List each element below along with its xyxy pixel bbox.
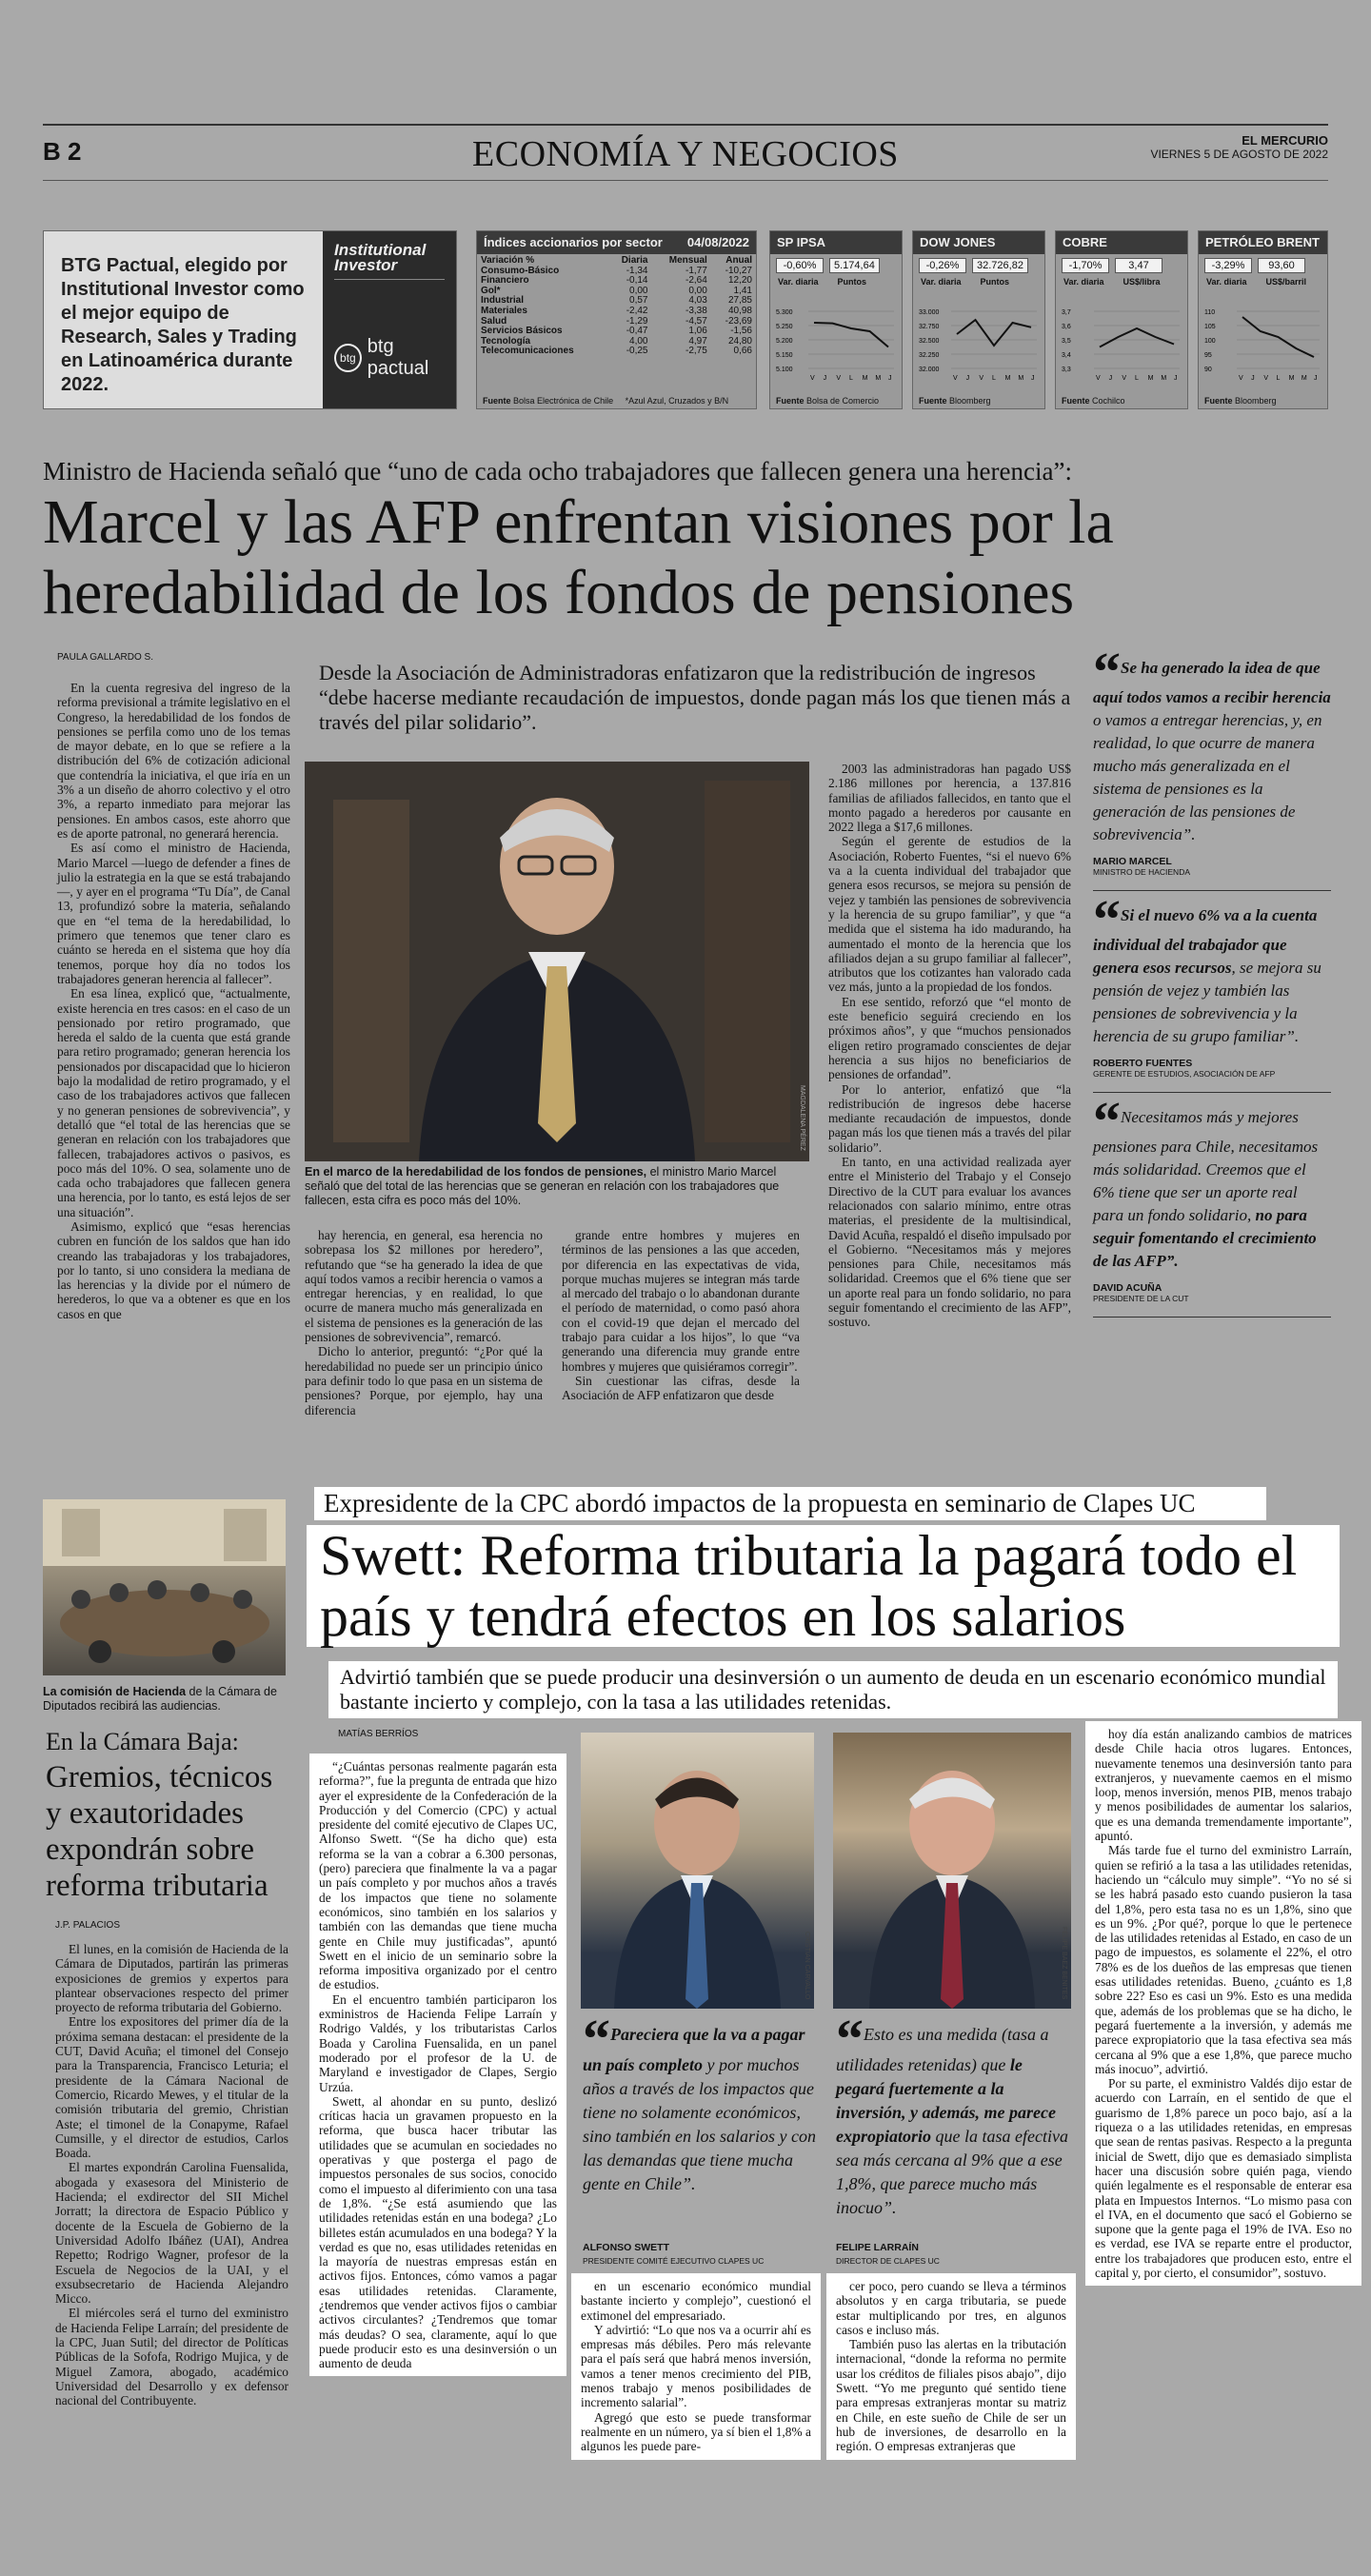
market-labels xyxy=(770,277,902,287)
table-cell: Tecnología xyxy=(481,335,531,347)
table-cell: 0,00 xyxy=(629,285,648,296)
paragraph: “¿Cuántas personas realmente pagarán esta reforma?”, fue la pregunta de entrada que hizo ayer el expresidente de la Confederación de la Producción y del Comercio (CPC) y actual presidente del comité ejecutivo de Clapes UC, Alfonso Swett. “(Se ha dicho que) esta reforma se la van a cobrar a 6.300 personas, (pero) pareciera que finalmente la va a pagar un país completo y por muchos años a través de los impactos que tiene no solamente económicos, sino también en los salarios y también con las demandas que tiene mucha gente en Chile muy justificadas”, apuntó Swett en el inicio de un seminario sobre la reforma impositiva organizado por el centro de estudios. xyxy=(319,1759,557,1992)
y-tick-label: 100 xyxy=(1204,338,1216,345)
column-header: Mensual xyxy=(668,255,707,266)
market-source xyxy=(776,396,879,406)
article2-byline: J.P. PALACIOS xyxy=(55,1920,120,1931)
caption-bold: En el marco de la heredabilidad de los fondos de pensiones, xyxy=(305,1165,647,1179)
series-line xyxy=(957,320,1031,346)
paragraph: En el encuentro también participaron los exministros de Hacienda Felipe Larraín y Rodrigo Valdés, y los tributaristas Carlos Boada y Carolina Fuensalida, en un panel moderado por el profesor de la U. de Maryland e investigador de Clapes, Sergio Urzúa. xyxy=(319,1991,557,2094)
table-cell: -0,14 xyxy=(626,275,648,287)
article3-column-1 xyxy=(309,1754,566,2376)
article1-deck: Desde la Asociación de Administradoras enfatizaron que la redistribución de ingresos “debe hacerse mediante recaudación de impuestos, donde pagan más los que tienen más a través del pilar solidario”. xyxy=(319,661,1071,734)
article1-headline: Marcel y las AFP enfrentan visiones por la heredabilidad de los fondos de pensiones xyxy=(43,487,1114,627)
larrain-quote-pre: Esto es una medida (tasa a utilidades retenidas) que xyxy=(836,2025,1049,2074)
table-cell: -1,29 xyxy=(626,315,648,327)
market-values xyxy=(1199,254,1327,277)
article1-kicker: Ministro de Hacienda señaló que “uno de cada ocho trabajadores que fallecen genera una herencia”: xyxy=(43,457,1072,485)
larrain-photo-credit: FELIPE BAEZ BENITES xyxy=(1061,1926,1067,1999)
indices-table-header xyxy=(477,256,756,267)
x-tick-label: M xyxy=(862,375,868,382)
table-cell: -1,34 xyxy=(626,265,648,276)
y-tick-label: 110 xyxy=(1204,309,1216,316)
source-label: Fuente xyxy=(1062,396,1090,406)
x-tick-label: V xyxy=(810,375,815,382)
y-tick-label: 5.150 xyxy=(776,352,793,359)
marcel-caption xyxy=(305,1165,809,1208)
larrain-photo xyxy=(833,1733,1071,2009)
ad-text: BTG Pactual, elegido por Institutional Investor como el mejor equipo de Research, Sales y Trading en Latinoamérica durante 2022. xyxy=(61,255,305,395)
swett-figure xyxy=(581,1733,814,2009)
table-cell: Financiero xyxy=(481,275,529,287)
indices-table-body xyxy=(477,267,756,357)
daily-change: -0,60% xyxy=(776,258,824,273)
y-tick-label: 5.250 xyxy=(776,324,793,330)
table-cell: 1,06 xyxy=(688,326,707,337)
paragraph: Sin cuestionar las cifras, desde la Asociación de AFP enfatizaron que desde xyxy=(562,1373,800,1403)
caption-text: el ministro Mario Marcel señaló que del total de las herencias que se generan en relación con los trabajadores que fallecen, esta cifra es poco más del 10%. xyxy=(305,1165,780,1207)
series-line xyxy=(1100,328,1174,347)
x-tick-label: M xyxy=(1018,375,1024,382)
paragraph: El martes expondrán Carolina Fuensalida, abogada y exasesora del Ministerio de Hacienda; el exdirector del SII Michel Jorratt; la directora de Espacio Público y docente de la Escuela de Gobierno de la Universidad Adolfo Ibáñez (UAI), Andrea Repetto; Rodrigo Wagner, profesor de la Escuela de Negocios de la UAI, y el exsubsecretario de Hacienda Alejandro Micco. xyxy=(55,2160,288,2307)
market-title: SP IPSA xyxy=(770,231,902,254)
mini-line-chart xyxy=(917,307,1041,384)
page-number: B 2 xyxy=(43,137,82,166)
indices-header xyxy=(477,231,756,254)
ad-brand-panel xyxy=(323,231,456,408)
article1-quotes xyxy=(1093,641,1331,1331)
caption2-text: de la Cámara de Diputados recibirá las audiencias. xyxy=(43,1685,277,1713)
paragraph: Es así como el ministro de Hacienda, Mario Marcel —luego de defender a fines de julio la estrategia en la que se está trabajando—, y ayer en el programa “Tu Día”, de Canal 13, profundizó sobre la materia, señalando que en “el tema de la heredabilidad, lo primero que tenemos que tener claro es cuánto se hereda en el sistema que hoy día tenemos, porque hoy día no todos los trabajadores generan herencia al fallecer”. xyxy=(57,841,290,986)
market-source xyxy=(1062,396,1125,406)
table-cell: -2,64 xyxy=(686,275,707,287)
market-values xyxy=(913,254,1044,277)
market-title: COBRE xyxy=(1056,231,1187,254)
quote-bold: Si el nuevo 6% va a la cuenta individual del trabajador que genera esos recursos xyxy=(1093,906,1318,977)
commission-caption xyxy=(43,1685,286,1714)
mini-line-chart xyxy=(774,307,898,384)
issue-date: VIERNES 5 DE AGOSTO DE 2022 xyxy=(1150,148,1328,161)
market-labels xyxy=(1056,277,1187,287)
paragraph: cer poco, pero cuando se lleva a términos absolutos y en carga tributaria, se puede estar multiplicando por tres, en algunos casos e incluso más. xyxy=(836,2279,1066,2337)
table-row xyxy=(477,307,756,317)
y-tick-label: 32.750 xyxy=(919,324,940,330)
y-tick-label: 3,3 xyxy=(1062,367,1071,373)
y-tick-label: 33.000 xyxy=(919,309,940,316)
larrain-quote-text: que la tasa efectiva sea más cercana al 9% que a ese 1,8%, que parece mucho más inocuo”. xyxy=(836,2127,1068,2217)
x-tick-label: V xyxy=(1122,375,1127,382)
y-tick-label: 3,4 xyxy=(1062,352,1071,359)
unit-label: Puntos xyxy=(837,277,867,287)
swett-name: ALFONSO SWETT xyxy=(583,2242,669,2253)
paragraph: Más tarde fue el turno del exministro Larraín, quien se refirió a la tasa a las utilidades retenidas, haciendo un “cálculo muy simple”. “Yo no sé si se les habrá pasado esto cuando pusieron la tasa del 1,8%, pero esta tasa no es un 1,8%, sino que es un 9%. ¿Por qué?, porque lo que le pertenece de las utilidades retenidas al Estado, en caso de un pago de impuestos, es solamente el 22%, el otro 78% es de los dueños de las empresas que tienen esas utilidades retenidas. Bueno, ¿cuánto es 1,8 sobre 22? Eso es casi un 9%. Esto es una medida que, además de los problemas que se ha dicho, le pegará fuertemente a la inversión, y además me parece expropiatorio que la tasa efectiva sea más cercana al 9% que a ese 1,8%, que parece mucho más inocuo”, advirtió. xyxy=(1095,1843,1352,2076)
brent-box xyxy=(1198,230,1328,409)
x-tick-label: V xyxy=(979,375,984,382)
table-cell: -2,42 xyxy=(626,305,648,316)
btg-circle-icon: btg xyxy=(334,344,362,372)
mini-line-chart xyxy=(1202,307,1323,384)
paragraph: En esa línea, explicó que, “actualmente, existe herencia en tres casos: en el caso de un pensionado por retiro programado, que hereda el saldo de la cuenta que está grande para retiro programado; generan herencia los pensionados por discapacidad que lo hicieron bajo la modalidad de retiro programado, y el caso de los trabajadores activos que fallecen y no generan pensiones de sobrevivencia”, y detalló que “el total de las herencias que se generan en relación con los trabajadores que fallecen, trabajadores activos o pasivos, es poco más del 10%. O sea, solamente uno de cada ocho trabajadores que fallecen genera una herencia, por lo tanto, es está lejos de ser una situación”. xyxy=(57,986,290,1219)
source-text: Bolsa de Comercio xyxy=(806,396,880,406)
column-header: Anual xyxy=(725,255,752,266)
article1-column-4 xyxy=(828,762,1071,1330)
article2-kicker: En la Cámara Baja: xyxy=(46,1728,239,1755)
table-cell: 4,00 xyxy=(629,335,648,347)
x-tick-label: L xyxy=(992,375,996,382)
quote-bold-end: no para seguir fomentando el crecimiento de las AFP”. xyxy=(1093,1206,1317,1270)
table-cell: -0,47 xyxy=(626,326,648,337)
paragraph: El lunes, en la comisión de Hacienda de la Cámara de Diputados, partirán las primeras exposiciones de gremios y expertos para plantear observaciones respecto del primer proyecto de reforma tributaria del Gobierno. xyxy=(55,1942,288,2015)
swett-photo xyxy=(581,1733,814,2009)
x-tick-label: J xyxy=(965,375,970,382)
article3-column-4 xyxy=(1085,1721,1361,2286)
y-tick-label: 5.300 xyxy=(776,309,793,316)
table-cell: 12,20 xyxy=(727,275,752,287)
y-tick-label: 5.200 xyxy=(776,338,793,345)
marcel-photo xyxy=(305,762,809,1161)
quote-author: DAVID ACUÑA xyxy=(1093,1282,1162,1294)
source-text: Cochilco xyxy=(1092,396,1125,406)
paragraph: grande entre hombres y mujeres en términos de las pensiones a las que acceden, por diferencia en las expectativas de vida, porque muchas mujeres se integran más tarde al mercado del trabajo o lo abandonan durante el período de maternidad, o como pasó ahora con el covid-19 que dejan el mercado del trabajo para cuidar a los hijos”, lo que “va generando una diferencia muy grande entre hombres y mujeres que quisiéramos corregir”. xyxy=(562,1228,800,1374)
table-cell: -2,75 xyxy=(686,346,707,357)
quote-mark-icon: “ xyxy=(1093,641,1121,703)
x-tick-label: J xyxy=(823,375,827,382)
larrain-figure xyxy=(833,1733,1071,2009)
pull-quote xyxy=(1093,1090,1331,1273)
table-cell: Gol* xyxy=(481,285,501,296)
current-value: 3,47 xyxy=(1115,258,1162,273)
market-source xyxy=(919,396,991,406)
x-tick-label: M xyxy=(1004,375,1011,382)
daily-change-label: Var. diaria xyxy=(1063,277,1104,287)
x-tick-label: J xyxy=(888,375,892,382)
paragraph: hoy día están analizando cambios de matrices desde Chile hacia otros lugares. Entonces, nuevamente tenemos una desinversión tanto para extranjeros, y nuevamente caemos en el mismo loop, menos inversión, menos PIB, menos trabajo y menos posibilidades de aumentar los salarios, que es una demanda tremendamente importante”, apuntó. xyxy=(1095,1727,1352,1844)
x-tick-label: V xyxy=(1239,375,1243,382)
mini-line-chart xyxy=(1060,307,1183,384)
table-cell: -10,27 xyxy=(725,265,752,276)
x-tick-label: M xyxy=(875,375,882,382)
y-tick-label: 95 xyxy=(1204,352,1212,359)
section-title: ECONOMÍA Y NEGOCIOS xyxy=(472,134,899,174)
table-cell: 0,57 xyxy=(629,295,648,307)
article3-kicker: Expresidente de la CPC abordó impactos de la propuesta en seminario de Clapes UC xyxy=(314,1487,1266,1520)
table-cell: 4,97 xyxy=(688,335,707,347)
swett-photo-credit: CRISTIAN CARVALLO xyxy=(804,1931,810,1999)
paragraph: Por lo anterior, enfatizó que “la redistribución de ingresos debe hacerse mediante recaudación de impuestos, donde pagan más los que tienen más a través del pilar solidario”. xyxy=(828,1081,1071,1155)
daily-change-label: Var. diaria xyxy=(1206,277,1247,287)
paragraph: Por su parte, el exministro Valdés dijo estar de acuerdo con Larraín, en el sentido de que el guarismo de 1,8% parece un poco bajo, así a la riqueza o a las utilidades retenidas, en empresas que sean de rentas pasivas. Respecto a la pregunta inicial de Swett, dijo que es demasiado simplista hacer una discusión sobre quién paga, viendo quién legalmente es el responsable de enterar esa plata en Impuestos Internos. “Lo mismo pasa con el IVA, en el documento que sacó el Gobierno se supone que la gente paga el 19% de IVA. Eso no es verdad, ese IVA se reparte entre el productor, entre los trabajadores que producen esto, entre el capital y, por cierto, el consumidor”, sostuvo. xyxy=(1095,2076,1352,2280)
x-tick-label: J xyxy=(1108,375,1113,382)
btg-logo xyxy=(334,336,456,380)
series-line xyxy=(814,323,888,347)
current-value: 93,60 xyxy=(1258,258,1305,273)
article1-column-3 xyxy=(562,1228,800,1403)
indices-date: 04/08/2022 xyxy=(686,235,749,249)
source-text: Bolsa Electrónica de Chile xyxy=(513,396,614,406)
article3-headline: Swett: Reforma tributaria la pagará todo el país y tendrá efectos en los salarios xyxy=(307,1525,1340,1647)
market-labels xyxy=(1199,277,1327,287)
article1-column-2 xyxy=(305,1228,543,1417)
column-header: Variación % xyxy=(481,255,535,266)
table-cell: -1,77 xyxy=(686,265,707,276)
quote-mark-icon: “ xyxy=(1093,888,1121,950)
indices-table xyxy=(477,256,756,357)
paragraph: También puso las alertas en la tributación internacional, “donde la reforma no permite usar los créditos de filiales pisos abajo”, dijo Swett. “Yo me pregunto qué sentido tiene para empresas extranjeras montar su matriz en Chile, en este sueño de Chile de ser un hub de inversiones, de desarrollo en la región. O empresas extranjeras que xyxy=(836,2337,1066,2454)
table-row xyxy=(477,276,756,287)
paragraph: Swett, al ahondar en su punto, deslizó críticas hacia un gravamen propuesto en la reforma, que busca hacer tributar las utilidades que se acumulan en sociedades no operativas y que posterga el pago de impuestos personales de sus socios, conocido como el impuesto al diferimiento con una tasa de 1,8%. “¿Se está asumiendo que las utilidades retenidas están en una bodega? ¿Lo billetes están acumulados en una bodega? Y la verdad es que no, esas utilidades retenidas en la mayoría de nuestras empresas están en activos fijos. Entonces, cómo vamos a pagar esas utilidades retenidas. Claramente, ¿tendremos que vender activos fijos o cambiar activos circulantes? ¿Tendremos que tomar más deudas? O sea, claramente, aquí lo que puede producir esto es una desinversión o un aumento de deuda xyxy=(319,2093,557,2371)
article3-byline: MATÍAS BERRÍOS xyxy=(338,1729,419,1739)
newspaper-name: EL MERCURIO xyxy=(1242,133,1328,148)
larrain-quote xyxy=(836,2008,1069,2220)
table-cell: -23,69 xyxy=(725,315,752,327)
y-tick-label: 32.250 xyxy=(919,352,940,359)
x-tick-label: V xyxy=(953,375,958,382)
table-cell: Salud xyxy=(481,315,507,327)
x-tick-label: V xyxy=(1263,375,1269,382)
market-title: PETRÓLEO BRENT xyxy=(1199,231,1327,254)
table-cell: Consumo-Básico xyxy=(481,265,560,276)
market-values xyxy=(770,254,902,277)
x-tick-label: M xyxy=(1301,375,1307,382)
y-tick-label: 3,5 xyxy=(1062,338,1071,345)
quote-bold: Se ha generado la idea de que aquí todos vamos a recibir herencia xyxy=(1093,659,1331,706)
y-tick-label: 3,6 xyxy=(1062,324,1071,330)
paragraph: En la cuenta regresiva del ingreso de la reforma previsional a trámite legislativo en el Congreso, la heredabilidad de los fondos de pensiones se perfila como uno de los temas de mayor debate, en lo que se refiere a la distribución del 6% de cotización adicional que contendría la iniciativa, el que iría en un 3% a un diseño de ahorro colectivo y el otro 3%, a reparto inmediato para mejorar las pensiones. En ambos casos, este ahorro que es de aporte patronal, no generará herencia. xyxy=(57,681,290,841)
table-row xyxy=(477,347,756,357)
current-value: 5.174,64 xyxy=(829,258,880,273)
column-header: Diaria xyxy=(621,255,648,266)
quote-author: MARIO MARCEL xyxy=(1093,856,1172,867)
source-label: Fuente xyxy=(919,396,947,406)
larrain-quote-bold: le pegará fuertemente a la inversión, y además, me parece expropiatorio xyxy=(836,2055,1056,2146)
market-title: DOW JONES xyxy=(913,231,1044,254)
quote-author: ROBERTO FUENTES xyxy=(1093,1058,1193,1069)
daily-change-label: Var. diaria xyxy=(778,277,819,287)
quote-author-role: MINISTRO DE HACIENDA xyxy=(1093,867,1331,891)
quote-text: o vamos a entregar herencias, y, en realidad, lo que ocurre de manera mucho más generalizada en el sistema de pensiones es la generación de las pensiones de sobrevivencia”. xyxy=(1093,711,1322,843)
table-cell: -3,38 xyxy=(686,305,707,316)
x-tick-label: J xyxy=(1251,375,1255,382)
paragraph: Según el gerente de estudios de la Asociación, Roberto Fuentes, “si el nuevo 6% va a la cuenta individual del trabajador que genera esos recursos, se mejora su pensión de vejez y también las pensiones de sobrevivencia y la herencia de su grupo familiar”, y que “a medida que el sistema ha ido madurando, ha aumentado el monto de la herencia que los afiliados dejan a su grupo familiar al fallecer”, atributos que los cotizantes han valorado cada vez más, junto a la propiedad de los fondos. xyxy=(828,834,1071,995)
paragraph: En ese sentido, reforzó que “el monto de este beneficio seguirá creciendo en los próximos años”, y que “muchos pensionados eligen retiro programado conscientes de dejar herencia a sus hijos no beneficiarios de pensiones de orfandad”. xyxy=(828,994,1071,1082)
table-cell: 0,00 xyxy=(688,285,707,296)
article1-column-1 xyxy=(57,681,290,1321)
swett-role: PRESIDENTE COMITÉ EJECUTIVO CLAPES UC xyxy=(583,2256,765,2266)
article3-column-2 xyxy=(571,2273,821,2460)
page-header xyxy=(43,124,1328,181)
y-tick-label: 32.500 xyxy=(919,338,940,345)
article1-byline: PAULA GALLARDO S. xyxy=(57,652,153,663)
paragraph: Asimismo, explicó que “esas herencias cubren en función de los saldos que han ido creando las trabajadoras y los trabajadores, por lo tanto, si uno considera la mediana de las herencias y la divide por el número de herederos, lo que va a obtener es que en los casos en que xyxy=(57,1219,290,1321)
x-tick-label: V xyxy=(1096,375,1101,382)
market-values xyxy=(1056,254,1187,277)
daily-change: -3,29% xyxy=(1204,258,1252,273)
table-cell: Telecomunicaciones xyxy=(481,346,574,357)
source-text: Bloomberg xyxy=(949,396,991,406)
paragraph: El miércoles será el turno del exministro de Hacienda Felipe Larraín; del presidente de la CPC, Juan Sutil; del director de Políticas Públicas de la Sofofa, Rodrigo Mujica, y de Miguel Zamora, abogado, académico Universidad del Desarrollo y ex defensor nacional del Contribuyente. xyxy=(55,2306,288,2408)
source-label: Fuente xyxy=(776,396,805,406)
larrain-name: FELIPE LARRAÍN xyxy=(836,2242,919,2253)
paragraph: en un escenario económico mundial bastante incierto y complejo”, cuestionó el extimonel del empresariado. xyxy=(581,2279,811,2323)
paragraph: hay herencia, en general, esa herencia no sobrepasa los $2 millones por heredero”, refutando que “se ha generado la idea de que aquí todos vamos a recibir herencia o vamos a entregar herencias, y en realidad, lo que ocurre de manera mucho más generalizada en el sistema de pensiones es la generación de las pensiones de sobrevivencia”, remarcó. xyxy=(305,1228,543,1345)
quote-author-role: PRESIDENTE DE LA CUT xyxy=(1093,1294,1331,1318)
table-cell: 4,03 xyxy=(688,295,707,307)
quote-mark-icon: “ xyxy=(836,2008,864,2070)
table-cell: -1,56 xyxy=(730,326,752,337)
pull-quote xyxy=(1093,641,1331,846)
x-tick-label: J xyxy=(1174,375,1178,382)
table-cell: Servicios Básicos xyxy=(481,326,563,337)
unit-label: Puntos xyxy=(980,277,1010,287)
table-cell: -0,25 xyxy=(626,346,648,357)
swett-quote-text: y por muchos años a través de los impactos que tiene no solamente económicos, sino también en los salarios y con las demandas que tiene mucha gente en Chile”. xyxy=(583,2055,816,2193)
ipsa-box xyxy=(769,230,903,409)
current-value: 32.726,82 xyxy=(972,258,1028,273)
market-labels xyxy=(913,277,1044,287)
paragraph: 2003 las administradoras han pagado US$ 2.186 millones por herencia, a 137.816 familias de afiliados fallecidos, en tanto que el monto pagado a herederos por causante en 2022 llega a $17,6 millones. xyxy=(828,762,1071,835)
y-tick-label: 105 xyxy=(1204,324,1216,330)
quote-mark-icon: “ xyxy=(1093,1090,1121,1152)
x-tick-label: V xyxy=(836,375,842,382)
dow-jones-box xyxy=(912,230,1045,409)
copper-box xyxy=(1055,230,1188,409)
btg-advertisement[interactable] xyxy=(43,230,457,409)
quote-text: Necesitamos más y mejores pensiones para Chile, necesitamos más solidaridad. Creemos que el 6% tiene que ser un aporte real para un fondo solidario, xyxy=(1093,1108,1319,1224)
market-source xyxy=(1204,396,1277,406)
daily-change: -1,70% xyxy=(1062,258,1109,273)
table-cell: Industrial xyxy=(481,295,525,307)
daily-change-label: Var. diaria xyxy=(921,277,962,287)
caption2-bold: La comisión de Hacienda xyxy=(43,1685,187,1698)
y-tick-label: 3,7 xyxy=(1062,309,1071,316)
source-label: Fuente xyxy=(1204,396,1233,406)
table-cell: 40,98 xyxy=(727,305,752,316)
quote-author-role: GERENTE DE ESTUDIOS, ASOCIACIÓN DE AFP xyxy=(1093,1069,1331,1093)
series-line xyxy=(1242,317,1314,357)
daily-change: -0,26% xyxy=(919,258,966,273)
article3-column-3 xyxy=(826,2273,1076,2460)
x-tick-label: L xyxy=(1276,375,1281,382)
sector-indices-box xyxy=(476,230,757,409)
x-tick-label: J xyxy=(1031,375,1035,382)
x-tick-label: L xyxy=(1135,375,1139,382)
article2-body xyxy=(55,1942,288,2408)
masthead xyxy=(1150,133,1328,162)
commission-scene xyxy=(43,1499,286,1675)
y-tick-label: 5.100 xyxy=(776,367,793,373)
unit-label: US$/libra xyxy=(1123,277,1161,287)
table-cell: Materiales xyxy=(481,305,527,316)
swett-quote-bold: Pareciera que la va a pagar un país completo xyxy=(583,2025,805,2074)
quote-mark-icon: “ xyxy=(583,2008,610,2070)
table-cell: 24,80 xyxy=(727,335,752,347)
paragraph: Entre los expositores del primer día de la próxima semana destacan: el presidente de la CUT, David Acuña; el timonel del Consejo para la Transparencia, Francisco Leturia; el presidente de la Cámara Nacional de Comercio, Ricardo Mewes, y el titular de la comisión tributaria del gremio, Christian Aste; el timonel de la Conapyme, Rafael Cumsille, y el director de estudios, Carlos Boada. xyxy=(55,2014,288,2161)
table-cell: 27,85 xyxy=(727,295,752,307)
x-tick-label: M xyxy=(1147,375,1154,382)
quote-text: , se mejora su pensión de vejez y también las pensiones de sobrevivencia y la herencia de su grupo familiar”. xyxy=(1093,959,1321,1045)
article2-headline: Gremios, técnicos y exautoridades expondrán sobre reforma tributaria xyxy=(46,1760,273,1903)
photo-credit: MAGDALENA PÉREZ xyxy=(799,1085,805,1151)
x-tick-label: J xyxy=(1314,375,1318,382)
hacienda-commission-photo xyxy=(43,1499,286,1675)
unit-label: US$/barril xyxy=(1265,277,1307,287)
paragraph: Dicho lo anterior, preguntó: “¿Por qué la heredabilidad no puede ser un principio único para definir todo lo que pasa en un sistema de pensiones? Porque, por ejemplo, hay una diferencia xyxy=(305,1344,543,1417)
indices-title: Índices accionarios por sector xyxy=(484,235,663,249)
x-tick-label: L xyxy=(849,375,853,382)
x-tick-label: M xyxy=(1161,375,1167,382)
table-cell: 1,41 xyxy=(733,285,752,296)
table-cell: 0,66 xyxy=(733,346,752,357)
paragraph: Y advirtió: “Lo que nos va a ocurrir ahí es empresas más débiles. Pero más relevante para el país será que habrá menos inversión, vamos a tener menos crecimiento del PIB, menos trabajo y menos posibilidades de incremento salarial”. xyxy=(581,2322,811,2410)
btg-logo-text: btg pactual xyxy=(367,336,429,379)
institutional-investor-logo: Institutional Investor xyxy=(334,243,445,280)
paragraph: En tanto, en una actividad realizada ayer entre el Ministerio del Trabajo y el Consejo Directivo de la CUT para evaluar los avances relacionados con salario mínimo, entre otras materias, el presidente de la multisindical, David Acuña, respaldó el diseño impulsado por el Gobierno. “Necesitamos más y mejores pensiones para Chile, necesitamos más solidaridad. Creemos que el 6% tiene que ser un aporte real para un fondo solidario, no para seguir fomentando el crecimiento de las AFP”, sostuvo. xyxy=(828,1155,1071,1330)
source-text: Bloomberg xyxy=(1235,396,1277,406)
source-label: Fuente xyxy=(483,396,511,406)
marcel-figure xyxy=(305,762,809,1161)
x-tick-label: M xyxy=(1288,375,1295,382)
larrain-role: DIRECTOR DE CLAPES UC xyxy=(836,2256,940,2266)
indices-source xyxy=(483,396,728,406)
paragraph: Agregó que esto se puede transformar realmente en un número, ya sí bien el 1,8% a algunos les puede pare- xyxy=(581,2409,811,2454)
y-tick-label: 90 xyxy=(1204,367,1212,373)
indices-note: *Azul Azul, Cruzados y B/N xyxy=(625,396,729,406)
swett-quote xyxy=(583,2008,816,2196)
table-cell: -4,57 xyxy=(686,315,707,327)
pull-quote xyxy=(1093,888,1331,1048)
y-tick-label: 32.000 xyxy=(919,367,940,373)
article3-deck: Advirtió también que se puede producir una desinversión o un aumento de deuda en un escenario económico mundial bastante incierto y complejo, con la tasa a las utilidades retenidas. xyxy=(328,1661,1338,1718)
